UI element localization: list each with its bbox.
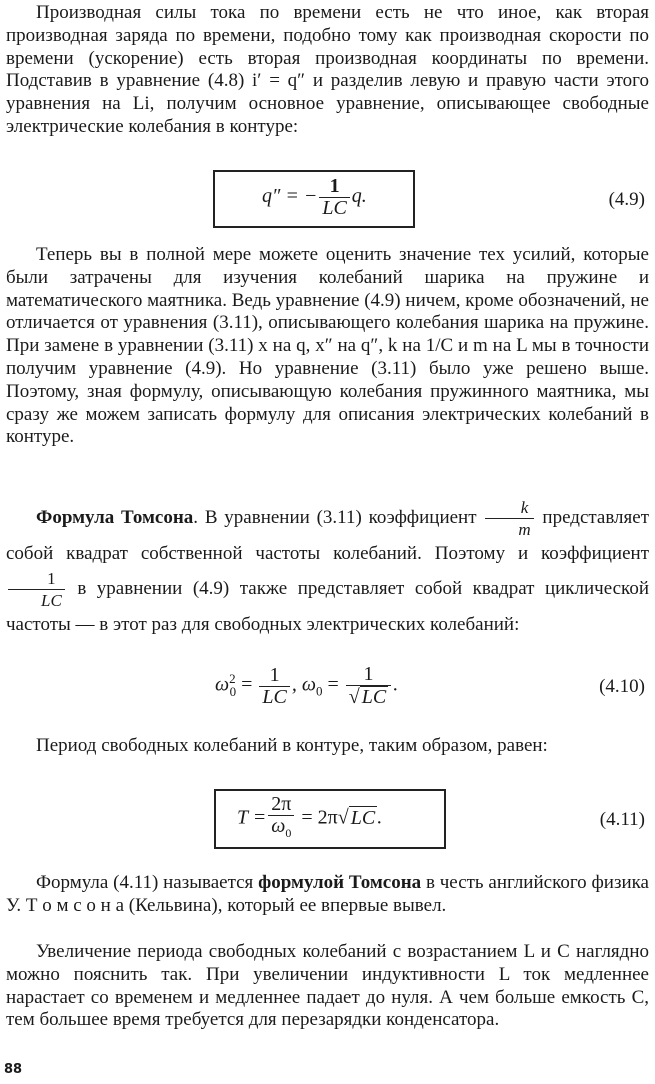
equation-4-11: T = $\frac{2\pi}{\omega_0}$ = 2π√ LC .: [237, 793, 383, 840]
equation-number-4-11: (4.11): [599, 809, 645, 830]
fraction-1-over-lc-inline: $\frac{1}{LC}$: [8, 568, 65, 611]
fraction-1-over-lc: $\frac{1}{LC}$: [319, 176, 349, 219]
paragraph-thomson-intro: Формула Томсона. В уравнении (3.11) коэффициент $\frac{k}{m}$ представляет собой квадрат собственной частоты колебаний. Поэтому и коэффициент $\frac{1}{LC}$ в уравнении (4.9) также представляет собой квадрат циклической частоты — в этот раз для свободных электрических колебаний:: [6, 498, 650, 635]
paragraph-period: Период свободных колебаний в контуре, таким образом, равен:: [36, 735, 548, 756]
paragraph-explanation: Увеличение периода свободных колебаний с возрастанием L и C наглядно можно пояснить так. При увеличении индуктивности L ток медленнее нарастает со временем и медленнее падает до нуля. А чем больше емкость C, тем большее время требуется для перезарядки конденсатора.: [6, 941, 649, 1031]
equation-4-10: $\omega^2_0$ = $\frac{1}{LC}$ , $\omega_0$ = $\frac{1}{√ LC}$ .: [215, 663, 399, 708]
page-number: 88: [4, 1062, 23, 1077]
paragraph-comparison: Теперь вы в полной мере можете оценить значение тех усилий, которые были затрачены для изучения колебаний шарика на пружине и математического маятника. Ведь уравнение (4.9) ничем, кроме обозначений, не отличается от уравнения (3.11), описывающего колебания шарика на пружине. При замене в уравнении (3.11) x на q, x″ на q″, k на 1/C и m на L мы в точности получим уравнение (4.9). Но уравнение (3.11) было уже решено выше. Поэтому, зная формулу, описывающую колебания пружинного маятника, мы сразу же можем записать формулу для описания электрических колебаний в контуре.: [6, 244, 649, 448]
equation-4-9: q″ = − $\frac{1}{LC}$ q.: [262, 175, 367, 219]
equation-number-4-9: (4.9): [608, 189, 645, 210]
heading-thomson-formula: Формула Томсона: [36, 506, 194, 528]
fraction-k-over-m: $\frac{k}{m}$: [485, 497, 533, 540]
paragraph-derivative: Производная силы тока по времени есть не что иное, как вторая производная заряда по времени, подобно тому как производная скорости по времени (ускорение) есть вторая производная координаты по времени. Подставив в уравнение (4.8) i′ = q″ и разделив левую и правую части этого уравнения на Li, получим основное уравнение, описывающее свободные электрические колебания в контуре:: [6, 2, 649, 137]
equation-number-4-10: (4.10): [599, 676, 645, 697]
paragraph-thomson-name: Формула (4.11) называется формулой Томсона в честь английского физика У. Т о м с о н а (Кельвина), который ее впервые вывел.: [6, 872, 649, 916]
